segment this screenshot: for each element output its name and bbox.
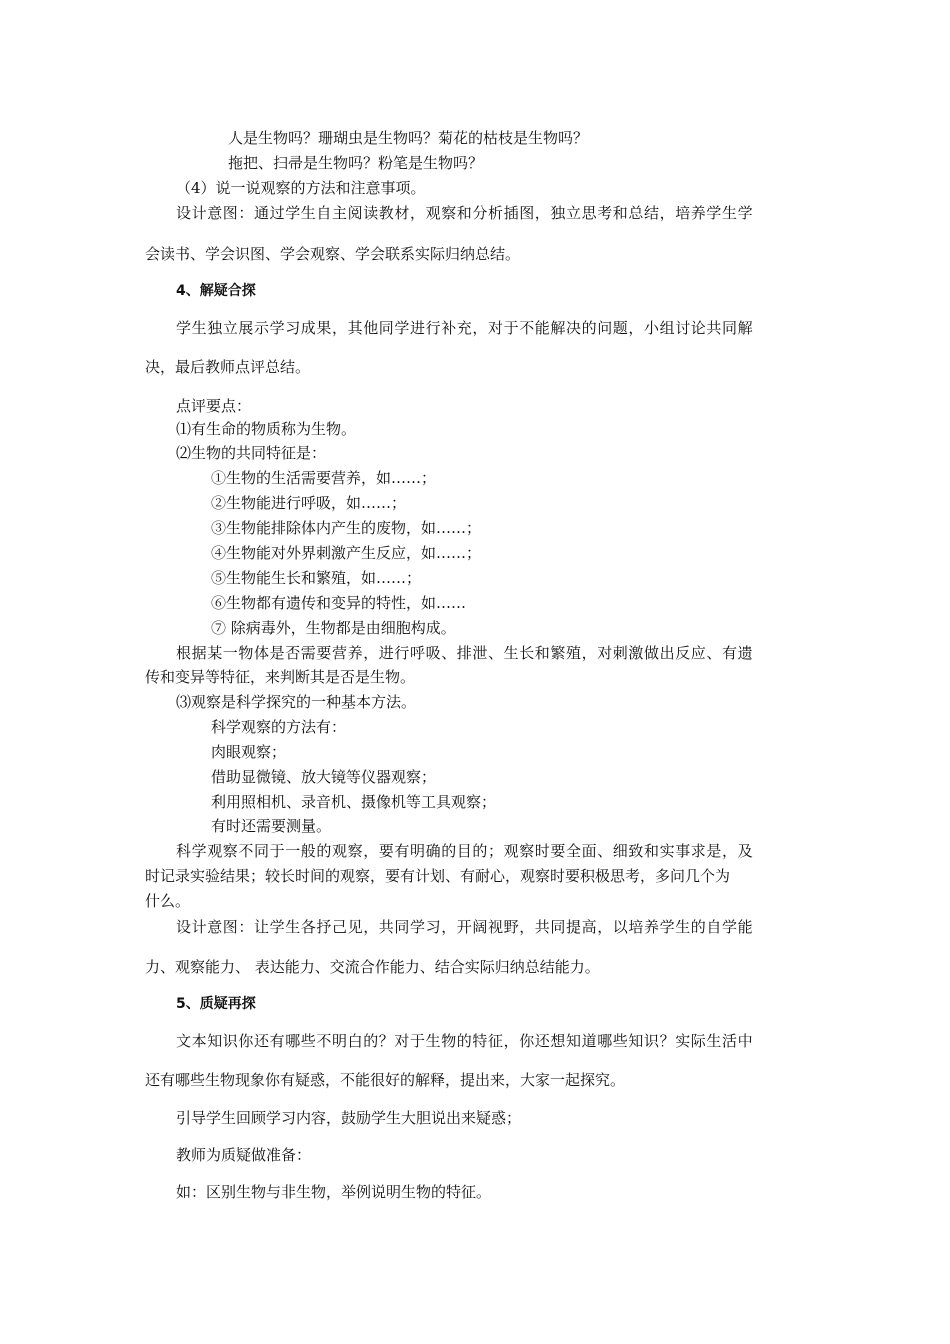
design-intent-1-line-2: 会读书、学会识图、学会观察、学会联系实际归纳总结。 xyxy=(145,245,521,263)
section-4-para-line-2: 决，最后教师点评总结。 xyxy=(145,358,311,376)
feature-item: ⑦ 除病毒外，生物都是由细胞构成。 xyxy=(211,619,456,637)
question-4: （4）说一说观察的方法和注意事项。 xyxy=(176,179,426,197)
feature-item: ①生物的生活需要营养，如……； xyxy=(211,469,437,487)
question-line-1: 人是生物吗？珊瑚虫是生物吗？菊花的枯枝是生物吗？ xyxy=(228,129,589,147)
section-5-para-line-1: 文本知识你还有哪些不明白的？对于生物的特征，你还想知道哪些知识？实际生活中 xyxy=(176,1032,754,1050)
feature-item: ⑥生物都有遗传和变异的特性，如…… xyxy=(211,594,467,612)
method-item: 肉眼观察； xyxy=(211,743,287,761)
section-5-heading: 5、质疑再探 xyxy=(176,996,256,1012)
feature-item: ③生物能排除体内产生的废物，如……； xyxy=(211,519,482,537)
review-points-label: 点评要点： xyxy=(176,397,252,415)
review-point-1: ⑴有生命的物质称为生物。 xyxy=(176,420,357,438)
design-intent-2-line-2: 力、观察能力、 表达能力、交流合作能力、结合实际归纳总结能力。 xyxy=(145,958,600,976)
section-4-para-line-1: 学生独立展示学习成果，其他同学进行补充，对于不能解决的问题，小组讨论共同解 xyxy=(176,319,754,337)
example-line: 如：区别生物与非生物，举例说明生物的特征。 xyxy=(176,1183,492,1201)
section-4-heading: 4、解疑合探 xyxy=(176,283,256,299)
design-intent-1-line-1: 设计意图：通过学生自主阅读教材，观察和分析插图，独立思考和总结，培养学生学 xyxy=(176,204,754,222)
feature-item: ②生物能进行呼吸，如……； xyxy=(211,494,407,512)
observation-line-2: 时记录实验结果；较长时间的观察，要有计划、有耐心，观察时要积极思考，多问几个为 xyxy=(145,867,731,885)
method-item: 借助显微镜、放大镜等仪器观察； xyxy=(211,768,437,786)
design-intent-2-line-1: 设计意图：让学生各抒己见，共同学习，开阔视野，共同提高，以培养学生的自学能 xyxy=(176,918,754,936)
feature-item: ④生物能对外界刺激产生反应，如……； xyxy=(211,544,482,562)
guide-line: 引导学生回顾学习内容，鼓励学生大胆说出来疑惑； xyxy=(176,1109,522,1127)
observation-line-1: 科学观察不同于一般的观察，要有明确的目的；观察时要全面、细致和实事求是，及 xyxy=(176,842,754,860)
judge-line-2: 传和变异等特征，来判断其是否是生物。 xyxy=(145,668,416,686)
review-point-2: ⑵生物的共同特征是： xyxy=(176,444,327,462)
question-line-2: 拖把、扫帚是生物吗？粉笔是生物吗？ xyxy=(228,154,484,172)
observation-line-3: 什么。 xyxy=(145,892,191,910)
feature-item: ⑤生物能生长和繁殖，如……； xyxy=(211,569,422,587)
method-item: 利用照相机、录音机、摄像机等工具观察； xyxy=(211,793,497,811)
review-point-3: ⑶观察是科学探究的一种基本方法。 xyxy=(176,693,417,711)
section-5-para-line-2: 还有哪些生物现象你有疑惑，不能很好的解释，提出来，大家一起探究。 xyxy=(145,1071,626,1089)
teacher-prep-line: 教师为质疑做准备： xyxy=(176,1146,312,1164)
method-item: 科学观察的方法有： xyxy=(211,718,347,736)
judge-line-1: 根据某一物体是否需要营养，进行呼吸、排泄、生长和繁殖，对刺激做出反应、有遗 xyxy=(176,644,754,662)
method-item: 有时还需要测量。 xyxy=(211,817,332,835)
